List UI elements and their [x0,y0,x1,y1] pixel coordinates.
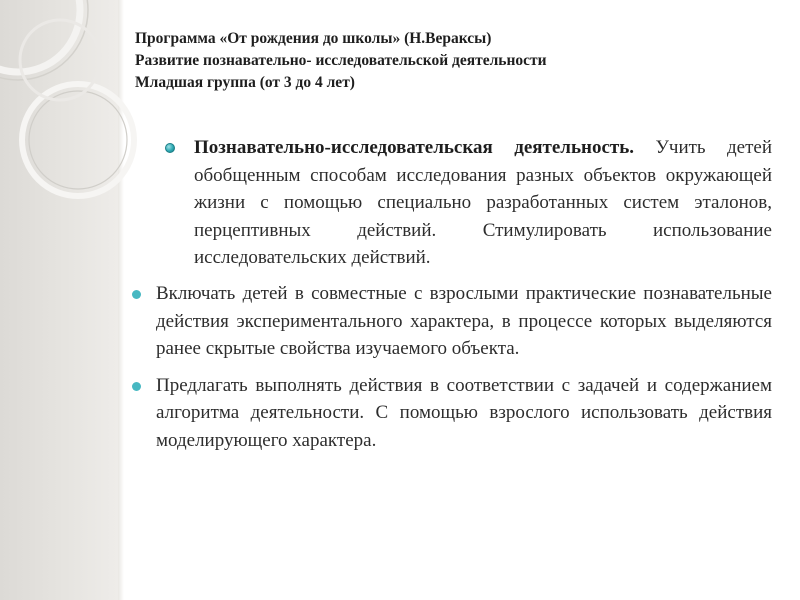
decorative-ring-mid-shadow [29,91,127,189]
bullet-body-text: Учить детей обобщенным способам исследования разных объектов окружающей жизни с помощью специально разработанных систем эталонов, перцептивных действий. Стимулировать использование исследовательских действий. [194,137,773,269]
bullet-list [130,134,772,455]
header-line-1: Программа «От рождения до школы» (Н.Вераксы) [135,30,492,47]
slide-header [135,28,695,94]
bullet-paragraph-2: Включать детей в совместные с взрослыми практические познавательные действия экспериментального характера, в процессе которых выделяются ранее скрытые свойства изучаемого объекта. [156,282,772,360]
bullet-paragraph-1 [194,134,772,272]
bullet-item-3 [130,372,772,455]
header-line-2: Развитие познавательно- исследовательской деятельности [135,52,547,69]
bullet-icon [132,290,141,299]
bullet-icon [132,382,141,391]
decorative-rings [0,0,140,300]
header-line-3: Младшая группа (от 3 до 4 лет) [135,74,355,91]
bullet-paragraph-3: Предлагать выполнять действия в соответствии с задачей и содержанием алгоритма деятельности. С помощью взрослого использовать действия моделирующего характера. [156,374,772,451]
bullet-lead-text: Познавательно-исследовательская деятельность. [194,137,635,158]
bullet-item-2 [130,280,772,363]
bullet-item-1 [130,134,772,272]
decorative-ring-large [0,0,80,72]
decorative-ring-mid [22,84,134,196]
bullet-icon [165,143,175,153]
